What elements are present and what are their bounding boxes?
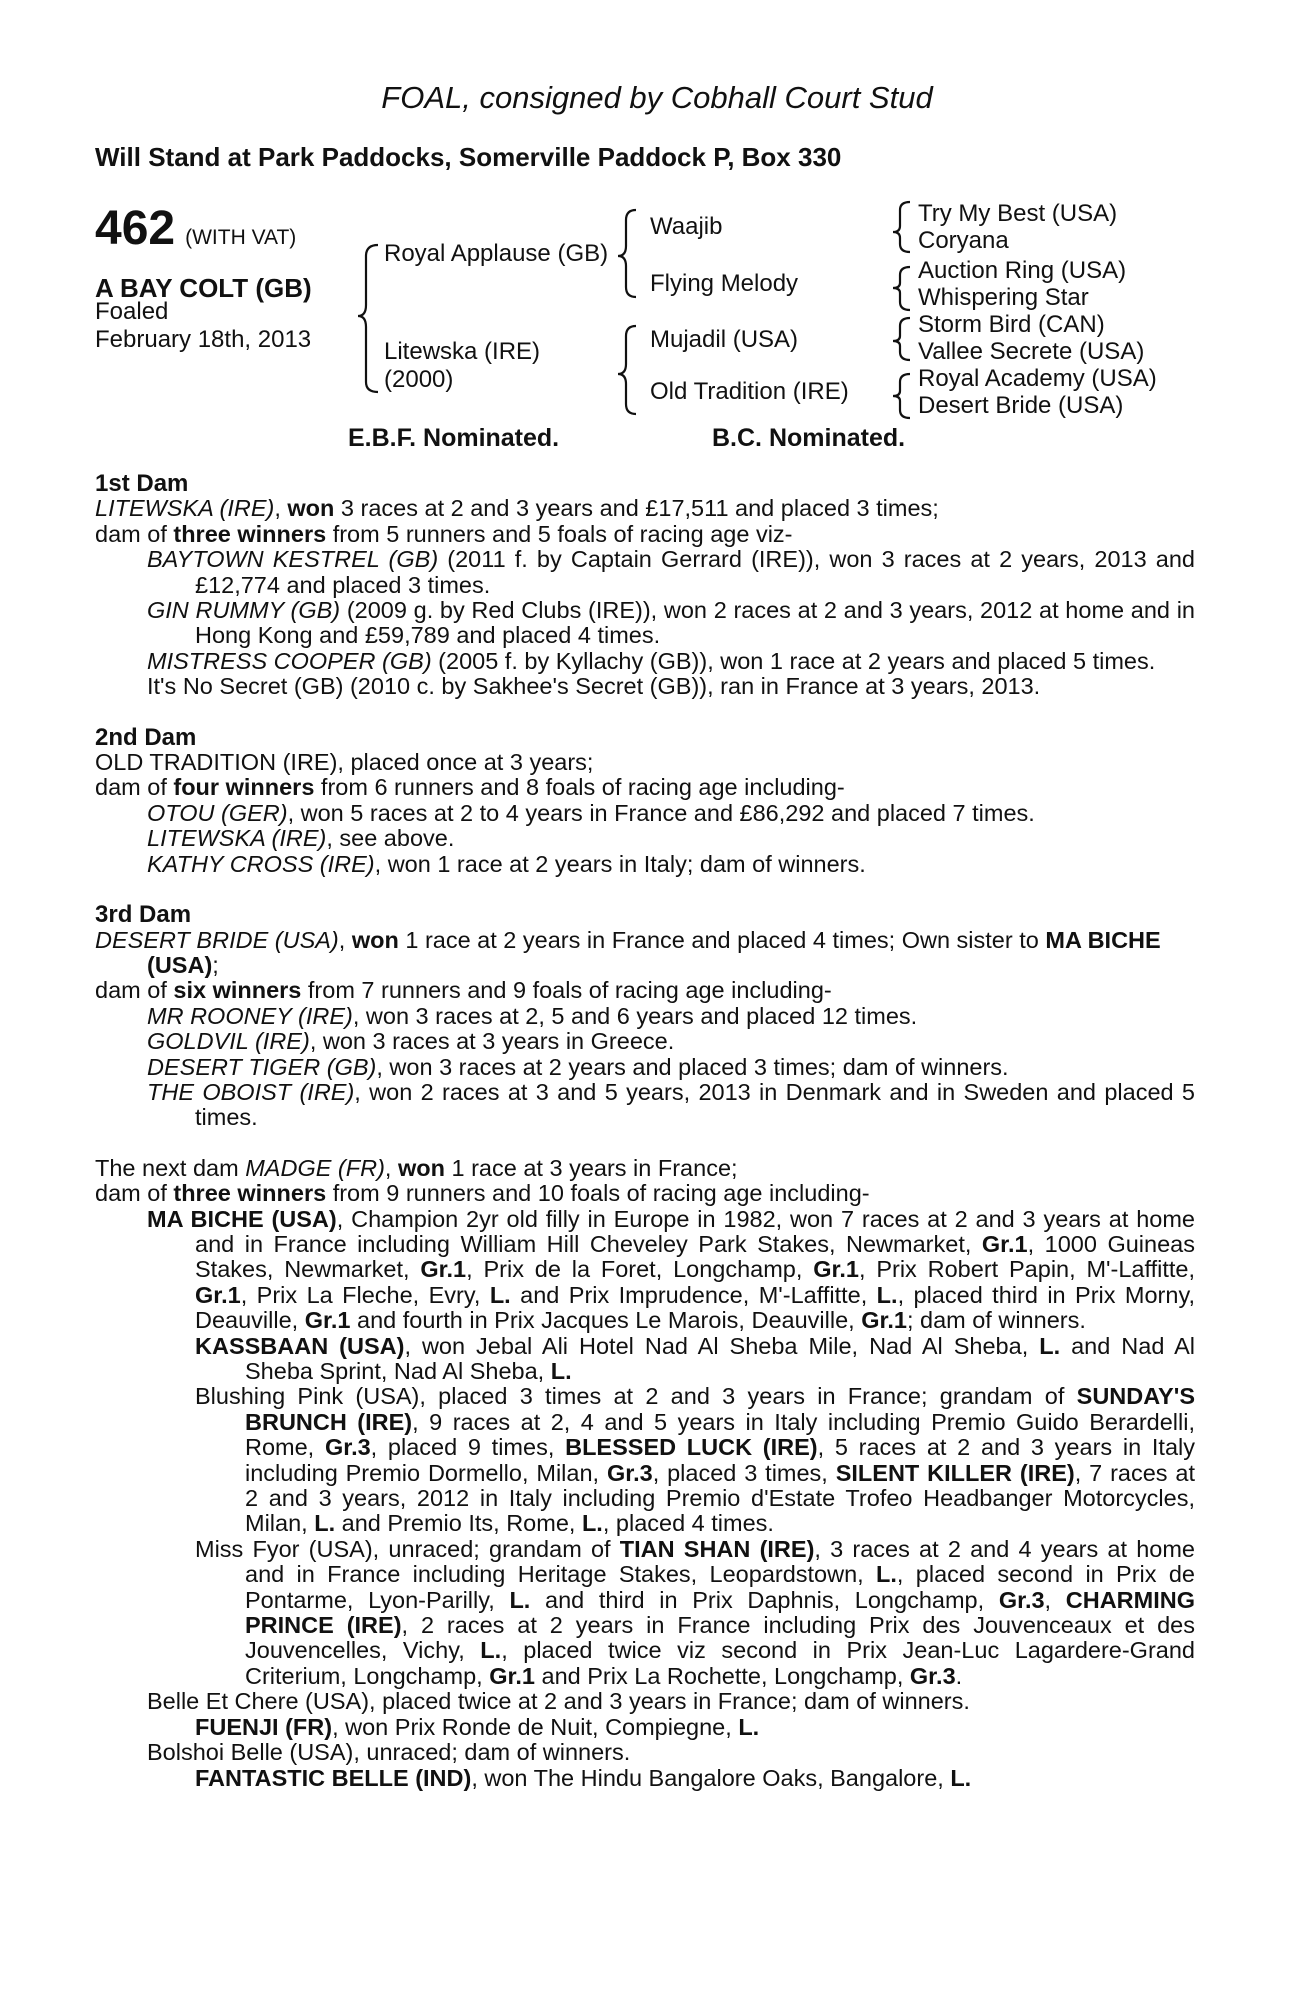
list-item: LITEWSKA (IRE), see above. — [147, 825, 455, 852]
list-item: Belle Et Chere (USA), placed twice at 2 and 3 years in France; dam of winners. — [147, 1688, 970, 1715]
ebf-nominated: E.B.F. Nominated. — [348, 424, 560, 452]
first-dam-produce: dam of three winners from 5 runners and 5 foals of racing age viz- — [95, 520, 793, 547]
list-item: GIN RUMMY (GB) (2009 g. by Red Clubs (IRE)), won 2 races at 2 and 3 years, 2012 at home and in Hong Kong and £59,789 and placed 4 times. — [147, 597, 1195, 649]
pedigree-sire: Royal Applause (GB) — [384, 240, 609, 267]
list-item: BAYTOWN KESTREL (GB) (2011 f. by Captain Gerrard (IRE)), won 3 races at 2 years, 2013 and £12,774 and placed 3 times. — [147, 546, 1195, 598]
foaled-date: February 18th, 2013 — [95, 326, 312, 353]
second-dam-heading: 2nd Dam — [95, 723, 197, 751]
sire-brace — [618, 210, 636, 297]
list-item: MR ROONEY (IRE), won 3 races at 2, 5 and 6 years and placed 12 times. — [147, 1002, 918, 1029]
third-dam-heading: 3rd Dam — [95, 901, 192, 929]
produce-record — [95, 471, 1195, 1791]
list-item: Bolshoi Belle (USA), unraced; dam of winners. — [147, 1739, 631, 1766]
pedigree-dam-sire: Mujadil (USA) — [650, 326, 799, 353]
list-item: GOLDVIL (IRE), won 3 races at 3 years in Greece. — [147, 1028, 675, 1055]
flying-melody-brace — [893, 267, 910, 310]
pedigree-ssd: Coryana — [918, 227, 1009, 254]
pedigree-dds: Royal Academy (USA) — [918, 365, 1157, 392]
list-item: KASSBAAN (USA), won Jebal Ali Hotel Nad Al Sheba Mile, Nad Al Sheba, L. and Nad Al Sheba Sprint, Nad Al Sheba, L. — [195, 1332, 1195, 1384]
list-item: It's No Secret (GB) (2010 c. by Sakhee's Secret (GB)), ran in France at 3 years, 2013. — [147, 673, 1041, 700]
list-item: DESERT TIGER (GB), won 3 races at 2 years and placed 3 times; dam of winners. — [147, 1053, 1009, 1080]
first-dam-line: LITEWSKA (IRE), won 3 races at 2 and 3 years and £17,511 and placed 3 times; — [95, 495, 939, 522]
list-item: MISTRESS COOPER (GB) (2005 f. by Kyllachy (GB)), won 1 race at 2 years and placed 5 times. — [147, 647, 1156, 674]
catalogue-title: FOAL, consigned by Cobhall Court Stud — [381, 80, 933, 115]
pedigree-sire-sire: Waajib — [650, 213, 723, 240]
first-dam-heading: 1st Dam — [95, 470, 189, 497]
pedigree-dam-dam: Old Tradition (IRE) — [650, 378, 849, 405]
list-item: Miss Fyor (USA), unraced; grandam of TIAN SHAN (IRE), 3 races at 2 and 4 years at home and in France including Heritage Stakes, Leopardstown, L., placed second in Prix de Pontarme, Lyon-Parilly, L. and third in Prix Daphnis, Longchamp, Gr.3, CHARMING PRINCE (IRE), 2 races at 2 years in France including Prix des Jouvenceaux et des Jouvencelles, Vichy, L., placed twice viz second in Prix Jean-Luc Lagardere-Grand Criterium, Longchamp, Gr.1 and Prix La Rochette, Longchamp, Gr.3. — [195, 1535, 1196, 1689]
vat-note: (WITH VAT) — [185, 226, 297, 249]
foaled-label: Foaled — [95, 298, 169, 325]
mujadil-brace — [893, 318, 910, 360]
list-item: OTOU (GER), won 5 races at 2 to 4 years in France and £86,292 and placed 7 times. — [147, 799, 1035, 826]
list-item: THE OBOIST (IRE), won 2 races at 3 and 5 years, 2013 in Denmark and in Sweden and placed 5 times. — [147, 1078, 1195, 1131]
lot-number-value: 462 — [95, 202, 176, 255]
old-tradition-brace — [893, 374, 910, 418]
waajib-brace — [893, 202, 910, 252]
list-item: FUENJI (FR), won Prix Ronde de Nuit, Compiegne, L. — [195, 1713, 760, 1740]
third-dam-produce: dam of six winners from 7 runners and 9 foals of racing age including- — [95, 977, 832, 1004]
pedigree-sire-dam: Flying Melody — [650, 270, 799, 297]
list-item: Blushing Pink (USA), placed 3 times at 2 and 3 years in France; grandam of SUNDAY'S BRUNCH (IRE), 9 races at 2, 4 and 5 years in Italy including Premio Guido Berardelli, Rome, Gr.3, placed 9 times, BLESSED LUCK (IRE), 5 races at 2 and 3 years in Italy including Premio Dormello, Milan, Gr.3, placed 3 times, SILENT KILLER (IRE), 7 races at 2 and 3 years, 2012 in Italy including Premio d'Estate Trofeo Headbanger Motorcycles, Milan, L. and Premio Its, Rome, L., placed 4 times. — [195, 1383, 1196, 1537]
dam-brace — [618, 326, 636, 414]
list-item: MA BICHE (USA), Champion 2yr old filly in Europe in 1982, won 7 races at 2 and 3 years at home and in France including William Hill Cheveley Park Stakes, Newmarket, Gr.1, 1000 Guineas Stakes, Newmarket, Gr.1, Prix de la Foret, Longchamp, Gr.1, Prix Robert Papin, M'-Laffitte, Gr.1, Prix La Fleche, Evry, L. and Prix Imprudence, M'-Laffitte, L., placed third in Prix Morny, Deauville, Gr.1 and fourth in Prix Jacques Le Marois, Deauville, Gr.1; dam of winners. — [147, 1205, 1195, 1334]
pedigree-sss: Try My Best (USA) — [918, 200, 1118, 227]
sire-dam-brace — [358, 245, 378, 392]
next-dam-line: The next dam MADGE (FR), won 1 race at 3 years in France; — [95, 1154, 738, 1181]
next-dam-produce: dam of three winners from 9 runners and 10 foals of racing age including- — [95, 1180, 870, 1207]
pedigree-dsd: Vallee Secrete (USA) — [918, 338, 1145, 365]
pedigree-dss: Storm Bird (CAN) — [918, 311, 1105, 338]
pedigree-dam-year: (2000) — [384, 366, 454, 393]
list-item: KATHY CROSS (IRE), won 1 race at 2 years in Italy; dam of winners. — [147, 850, 866, 877]
list-item: FANTASTIC BELLE (IND), won The Hindu Bangalore Oaks, Bangalore, L. — [195, 1764, 972, 1791]
pedigree-sds: Auction Ring (USA) — [918, 257, 1127, 284]
horse-name: A BAY COLT (GB) — [95, 273, 312, 303]
pedigree-dam: Litewska (IRE) — [384, 338, 541, 365]
stand-location: Will Stand at Park Paddocks, Somerville Paddock P, Box 330 — [95, 142, 842, 172]
third-dam-line: DESERT BRIDE (USA), won 1 race at 2 years in France and placed 4 times; Own sister to MA BICHE (USA); — [95, 926, 1161, 978]
second-dam-produce: dam of four winners from 6 runners and 8 foals of racing age including- — [95, 774, 845, 801]
second-dam-line: OLD TRADITION (IRE), placed once at 3 years; — [95, 749, 594, 776]
pedigree-sdd: Whispering Star — [918, 284, 1089, 311]
pedigree-ddd: Desert Bride (USA) — [918, 392, 1124, 419]
bc-nominated: B.C. Nominated. — [712, 424, 906, 452]
